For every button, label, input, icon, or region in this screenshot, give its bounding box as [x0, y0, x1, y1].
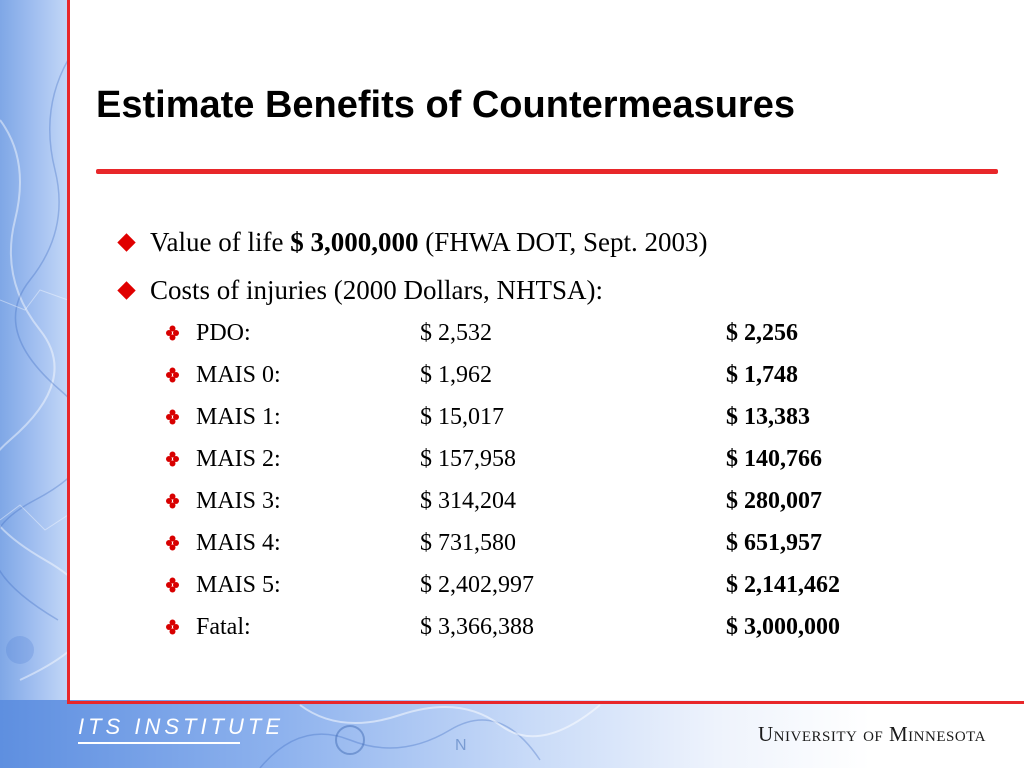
cost-2000-dollars: $ 314,204 [420, 488, 516, 514]
clover-bullet-icon [166, 367, 179, 383]
cost-row-mais-3 [166, 488, 926, 516]
cost-row-mais-5 [166, 572, 926, 600]
cost-row-mais-1 [166, 404, 926, 432]
cost-category: MAIS 2: [196, 446, 281, 472]
its-institute-logo [78, 714, 284, 744]
bullet-value-of-life [116, 225, 707, 259]
cost-row-fatal [166, 614, 926, 642]
cost-adjusted: $ 13,383 [726, 404, 810, 430]
cost-adjusted: $ 280,007 [726, 488, 822, 514]
value-of-life-amount: $ 3,000,000 [290, 226, 419, 257]
cost-row-pdo [166, 320, 926, 348]
bullet-costs-of-injuries [116, 273, 603, 307]
clover-bullet-icon [166, 577, 179, 593]
map-lines-left [0, 0, 68, 768]
bullet-prefix: Value of life [150, 226, 291, 257]
cost-adjusted: $ 1,748 [726, 362, 798, 388]
cost-category: Fatal: [196, 614, 251, 640]
cost-2000-dollars: $ 2,402,997 [420, 572, 534, 598]
cost-category: MAIS 1: [196, 404, 281, 430]
slide-title: Estimate Benefits of Countermeasures [96, 84, 795, 126]
cost-category: MAIS 5: [196, 572, 281, 598]
clover-bullet-icon [166, 493, 179, 509]
frame-line-horizontal [67, 701, 1024, 704]
cost-adjusted: $ 2,256 [726, 320, 798, 346]
red-diamond-icon [117, 281, 135, 299]
clover-bullet-icon [166, 535, 179, 551]
its-logo-underline [78, 742, 240, 744]
cost-2000-dollars: $ 2,532 [420, 320, 492, 346]
cost-2000-dollars: $ 1,962 [420, 362, 492, 388]
clover-bullet-icon [166, 619, 179, 635]
cost-row-mais-2 [166, 446, 926, 474]
frame-line-vertical [67, 0, 70, 703]
bullet-source: (FHWA DOT, Sept. 2003) [418, 226, 708, 257]
cost-2000-dollars: $ 157,958 [420, 446, 516, 472]
cost-adjusted: $ 2,141,462 [726, 572, 840, 598]
cost-adjusted: $ 140,766 [726, 446, 822, 472]
bullet-costs-text: Costs of injuries (2000 Dollars, NHTSA): [150, 274, 603, 305]
cost-category: MAIS 3: [196, 488, 281, 514]
svg-text:N: N [455, 737, 467, 754]
clover-bullet-icon [166, 325, 179, 341]
cost-2000-dollars: $ 15,017 [420, 404, 504, 430]
background-map-left [0, 0, 68, 768]
cost-category: MAIS 4: [196, 530, 281, 556]
clover-bullet-icon [166, 451, 179, 467]
cost-adjusted: $ 3,000,000 [726, 614, 840, 640]
cost-category: MAIS 0: [196, 362, 281, 388]
cost-adjusted: $ 651,957 [726, 530, 822, 556]
cost-row-mais-0 [166, 362, 926, 390]
its-institute-logo-text: ITS INSTITUTE [78, 714, 284, 739]
clover-bullet-icon [166, 409, 179, 425]
cost-2000-dollars: $ 3,366,388 [420, 614, 534, 640]
red-diamond-icon [117, 233, 135, 251]
cost-row-mais-4 [166, 530, 926, 558]
university-of-minnesota-logo: University of Minnesota [758, 722, 986, 746]
cost-category: PDO: [196, 320, 251, 346]
bullet-value-of-life-text [150, 227, 707, 258]
title-underline [96, 169, 998, 174]
cost-2000-dollars: $ 731,580 [420, 530, 516, 556]
